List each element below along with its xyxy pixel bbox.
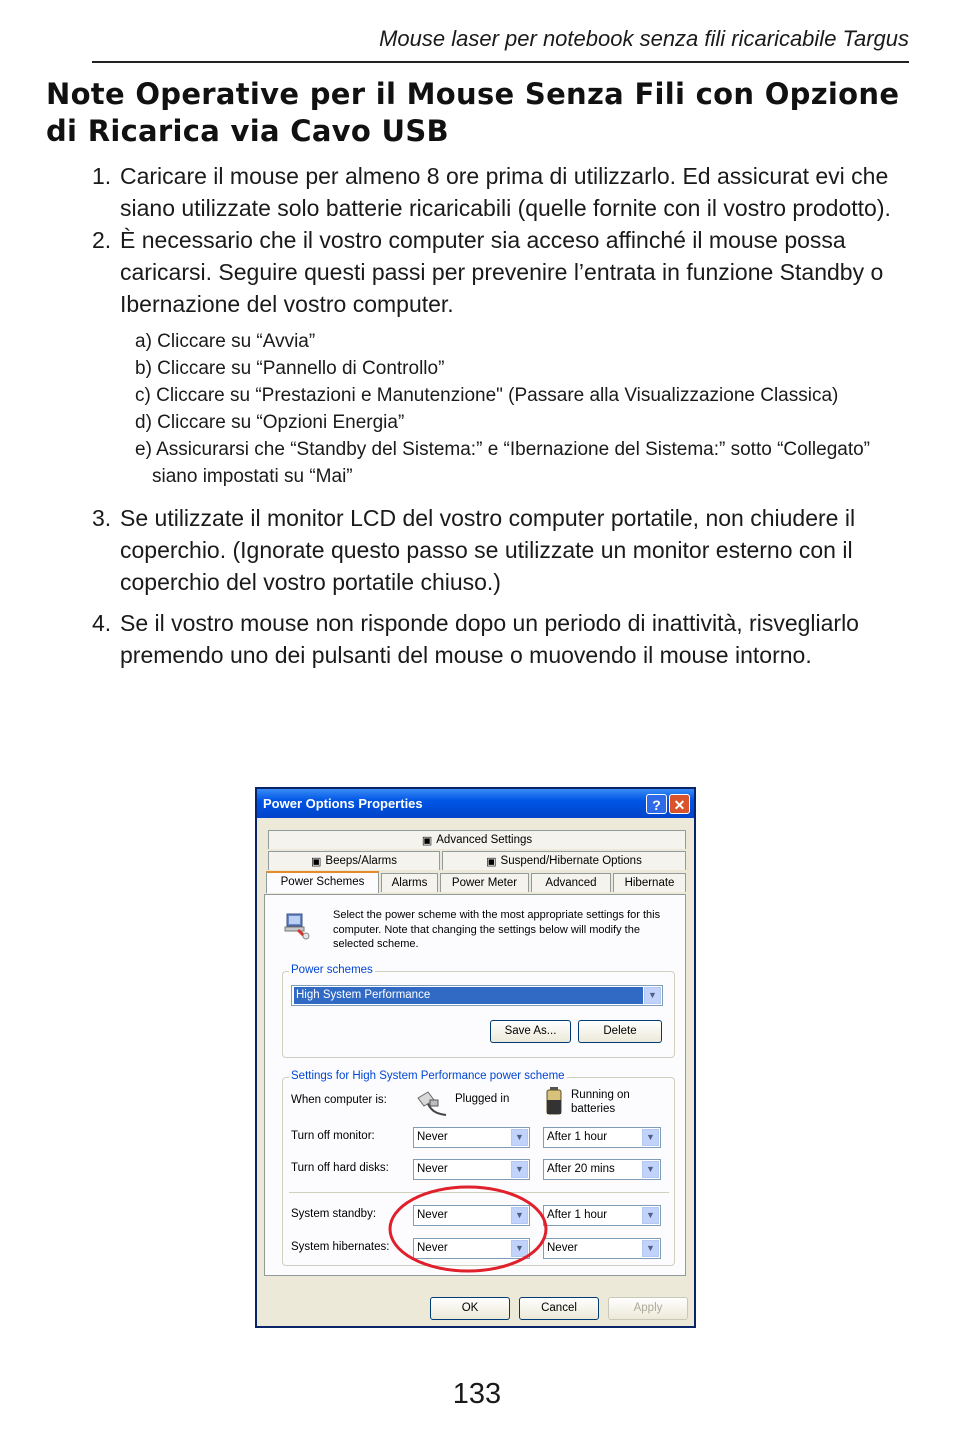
chevron-down-icon: ▼ (642, 1161, 659, 1178)
laptop-icon: ▣ (421, 835, 433, 847)
section-title: Note Operative per il Mouse Senza Fili con Opzione di Ricarica via Cavo USB (46, 77, 900, 148)
intro-text: Select the power scheme with the most appropriate settings for this computer. Note that changing the settings below will modify the selected scheme. (333, 909, 661, 950)
step-text: Se utilizzate il monitor LCD del vostro computer portatile, non chiudere il coperchio. (Ignorate questo passo se utilizzate un monitor esterno con il coperchio del vostro portatile chiuso.) (120, 505, 856, 595)
close-button[interactable]: ✕ (669, 794, 690, 814)
dialog-titlebar (257, 789, 694, 818)
tab-suspend-hibernate[interactable]: ▣ Suspend/Hibernate Options (442, 851, 686, 870)
step-number: 3. (92, 505, 112, 531)
step-3 (92, 502, 914, 598)
help-button[interactable]: ? (646, 794, 667, 814)
power-scheme-select[interactable]: High System Performance ▼ (291, 985, 663, 1006)
substeps-list (135, 328, 914, 490)
steps-list (92, 160, 914, 671)
step-number: 1. (92, 163, 112, 189)
system-hibernates-label: System hibernates: (291, 1241, 390, 1253)
settings-label: Settings for High System Performance power scheme (291, 1070, 565, 1082)
hibernate-plugged-select[interactable]: Never ▼ (413, 1238, 530, 1259)
step-1 (92, 160, 914, 224)
monitor-battery-select[interactable]: After 1 hour ▼ (543, 1127, 661, 1148)
save-as-button[interactable]: Save As... (490, 1020, 571, 1043)
header-rule (92, 61, 909, 63)
chevron-down-icon: ▼ (644, 987, 661, 1004)
laptop-icon: ▣ (311, 856, 322, 868)
power-schemes-label: Power schemes (291, 964, 373, 976)
substep-e: e) Assicurarsi che “Standby del Sistema:” e “Ibernazione del Sistema:” sotto “Collegato” siano impostati su “Mai” (135, 439, 870, 487)
step-text: Caricare il mouse per almeno 8 ore prima di utilizzarlo. Ed assicurat evi che siano utilizzate solo batterie ricaricabili (quelle fornite con il vostro prodotto). (120, 163, 891, 221)
laptop-icon: ▣ (486, 856, 497, 868)
tab-hibernate[interactable]: Hibernate (613, 873, 686, 892)
tab-power-meter[interactable]: Power Meter (440, 873, 529, 892)
tab-beeps-alarms[interactable]: ▣ Beeps/Alarms (268, 851, 440, 870)
ok-button[interactable]: OK (430, 1297, 510, 1320)
when-computer-label: When computer is: (291, 1094, 387, 1106)
running-on-batteries-label: Running on batteries (571, 1089, 630, 1115)
tab-alarms[interactable]: Alarms (381, 873, 438, 892)
highlight-circle (385, 1181, 555, 1277)
step-text: Se il vostro mouse non risponde dopo un periodo di inattività, risvegliarlo premendo uno dei pulsanti del mouse o muovendo il mouse intorno. (120, 610, 859, 668)
turn-off-disks-label: Turn off hard disks: (291, 1162, 389, 1174)
chevron-down-icon: ▼ (511, 1240, 528, 1257)
plugged-in-label: Plugged in (455, 1093, 510, 1105)
chevron-down-icon: ▼ (511, 1161, 528, 1178)
cancel-button[interactable]: Cancel (519, 1297, 599, 1320)
page-number: 133 (452, 1378, 502, 1410)
power-scheme-icon (281, 910, 311, 940)
apply-button[interactable]: Apply (608, 1297, 688, 1320)
hibernate-battery-select[interactable]: Never ▼ (543, 1238, 661, 1259)
chevron-down-icon: ▼ (511, 1207, 528, 1224)
substep-a: a) Cliccare su “Avvia” (135, 331, 316, 352)
chevron-down-icon: ▼ (642, 1129, 659, 1146)
tab-advanced[interactable]: Advanced (531, 873, 611, 892)
step-number: 4. (92, 610, 112, 636)
tab-advanced-settings[interactable]: ▣ Advanced Settings (268, 830, 686, 849)
step-4 (92, 607, 914, 671)
power-options-dialog (255, 787, 696, 1328)
turn-off-monitor-label: Turn off monitor: (291, 1130, 375, 1142)
standby-battery-select[interactable]: After 1 hour ▼ (543, 1205, 661, 1226)
chevron-down-icon: ▼ (642, 1240, 659, 1257)
chevron-down-icon: ▼ (642, 1207, 659, 1224)
battery-icon (544, 1086, 564, 1116)
running-header: Mouse laser per notebook senza fili ricaricabile Targus (379, 26, 909, 51)
system-standby-label: System standby: (291, 1208, 377, 1220)
substep-d: d) Cliccare su “Opzioni Energia” (135, 412, 405, 433)
monitor-plugged-select[interactable]: Never ▼ (413, 1127, 530, 1148)
chevron-down-icon: ▼ (511, 1129, 528, 1146)
step-number: 2. (92, 227, 112, 253)
substep-c: c) Cliccare su “Prestazioni e Manutenzione" (Passare alla Visualizzazione Classica) (135, 385, 839, 406)
standby-plugged-select[interactable]: Never ▼ (413, 1205, 530, 1226)
step-text: È necessario che il vostro computer sia acceso affinché il mouse possa caricarsi. Seguire questi passi per prevenire l’entrata in funzione Standby o Ibernazione del vostro computer. (120, 227, 884, 317)
disks-plugged-select[interactable]: Never ▼ (413, 1159, 530, 1180)
disks-battery-select[interactable]: After 20 mins ▼ (543, 1159, 661, 1180)
tab-power-schemes[interactable]: Power Schemes (266, 871, 379, 893)
plug-icon (414, 1088, 448, 1118)
delete-button[interactable]: Delete (578, 1020, 662, 1043)
step-2 (92, 224, 914, 320)
substep-b: b) Cliccare su “Pannello di Controllo” (135, 358, 445, 379)
dialog-title: Power Options Properties (263, 796, 423, 811)
